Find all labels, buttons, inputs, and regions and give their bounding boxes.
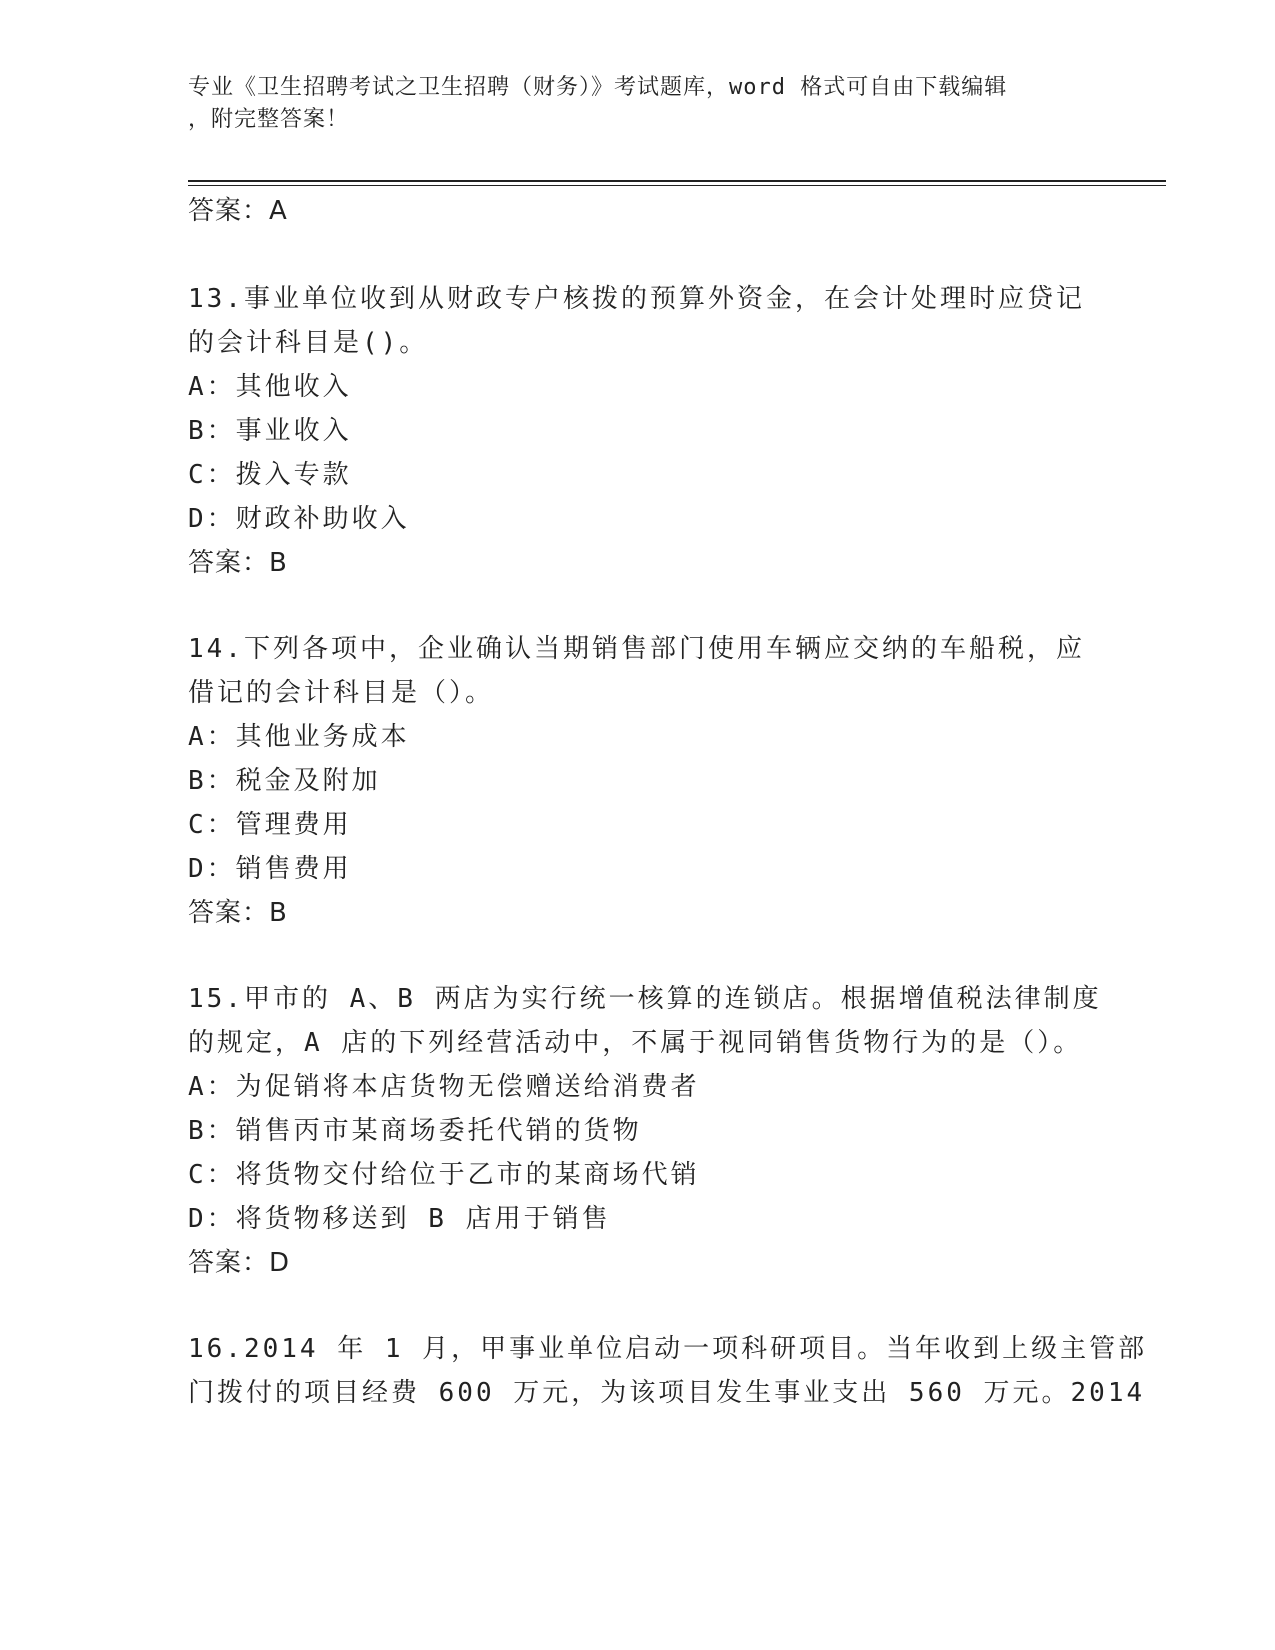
q13-option-c: C：拨入专款 [188, 460, 352, 490]
q14-option-c: C：管理费用 [188, 810, 352, 840]
q13-option-a: A：其他收入 [188, 372, 352, 402]
q15-option-c: C：将货物交付给位于乙市的某商场代销 [188, 1160, 700, 1190]
header-line-1: 专业《卫生招聘考试之卫生招聘（财务）》考试题库，word 格式可自由下载编辑 [188, 75, 1008, 100]
q15-option-d: D：将货物移送到 B 店用于销售 [188, 1204, 611, 1234]
header-line-2: ，附完整答案！ [188, 107, 350, 132]
q14-stem-line-1: 14.下列各项中，企业确认当期销售部门使用车辆应交纳的车船税，应 [188, 634, 1085, 664]
q13-answer: 答案：B [188, 548, 288, 578]
header-rule-thin [188, 185, 1166, 186]
answer-12: 答案：A [188, 196, 288, 226]
q13-option-d: D：财政补助收入 [188, 504, 410, 534]
q14-stem-line-2: 借记的会计科目是（）。 [188, 678, 495, 708]
q16-stem-line-2: 门拨付的项目经费 600 万元，为该项目发生事业支出 560 万元。2014 [188, 1378, 1146, 1408]
q15-option-b: B：销售丙市某商场委托代销的货物 [188, 1116, 642, 1146]
q14-option-b: B：税金及附加 [188, 766, 381, 796]
q16-stem-line-1: 16.2014 年 1 月，甲事业单位启动一项科研项目。当年收到上级主管部 [188, 1334, 1148, 1364]
q13-stem-line-1: 13.事业单位收到从财政专户核拨的预算外资金，在会计处理时应贷记 [188, 284, 1085, 314]
header-rule-thick [188, 180, 1166, 182]
q14-option-a: A：其他业务成本 [188, 722, 410, 752]
q15-option-a: A：为促销将本店货物无偿赠送给消费者 [188, 1072, 700, 1102]
q13-option-b: B：事业收入 [188, 416, 352, 446]
q13-stem-line-2: 的会计科目是()。 [188, 328, 429, 358]
document-header [188, 72, 1088, 136]
q15-answer: 答案：D [188, 1248, 291, 1278]
q15-stem-line-1: 15.甲市的 A、B 两店为实行统一核算的连锁店。根据增值税法律制度 [188, 984, 1102, 1014]
q14-answer: 答案：B [188, 898, 288, 928]
q15-stem-line-2: 的规定，A 店的下列经营活动中，不属于视同销售货物行为的是（）。 [188, 1028, 1083, 1058]
q14-option-d: D：销售费用 [188, 854, 352, 884]
